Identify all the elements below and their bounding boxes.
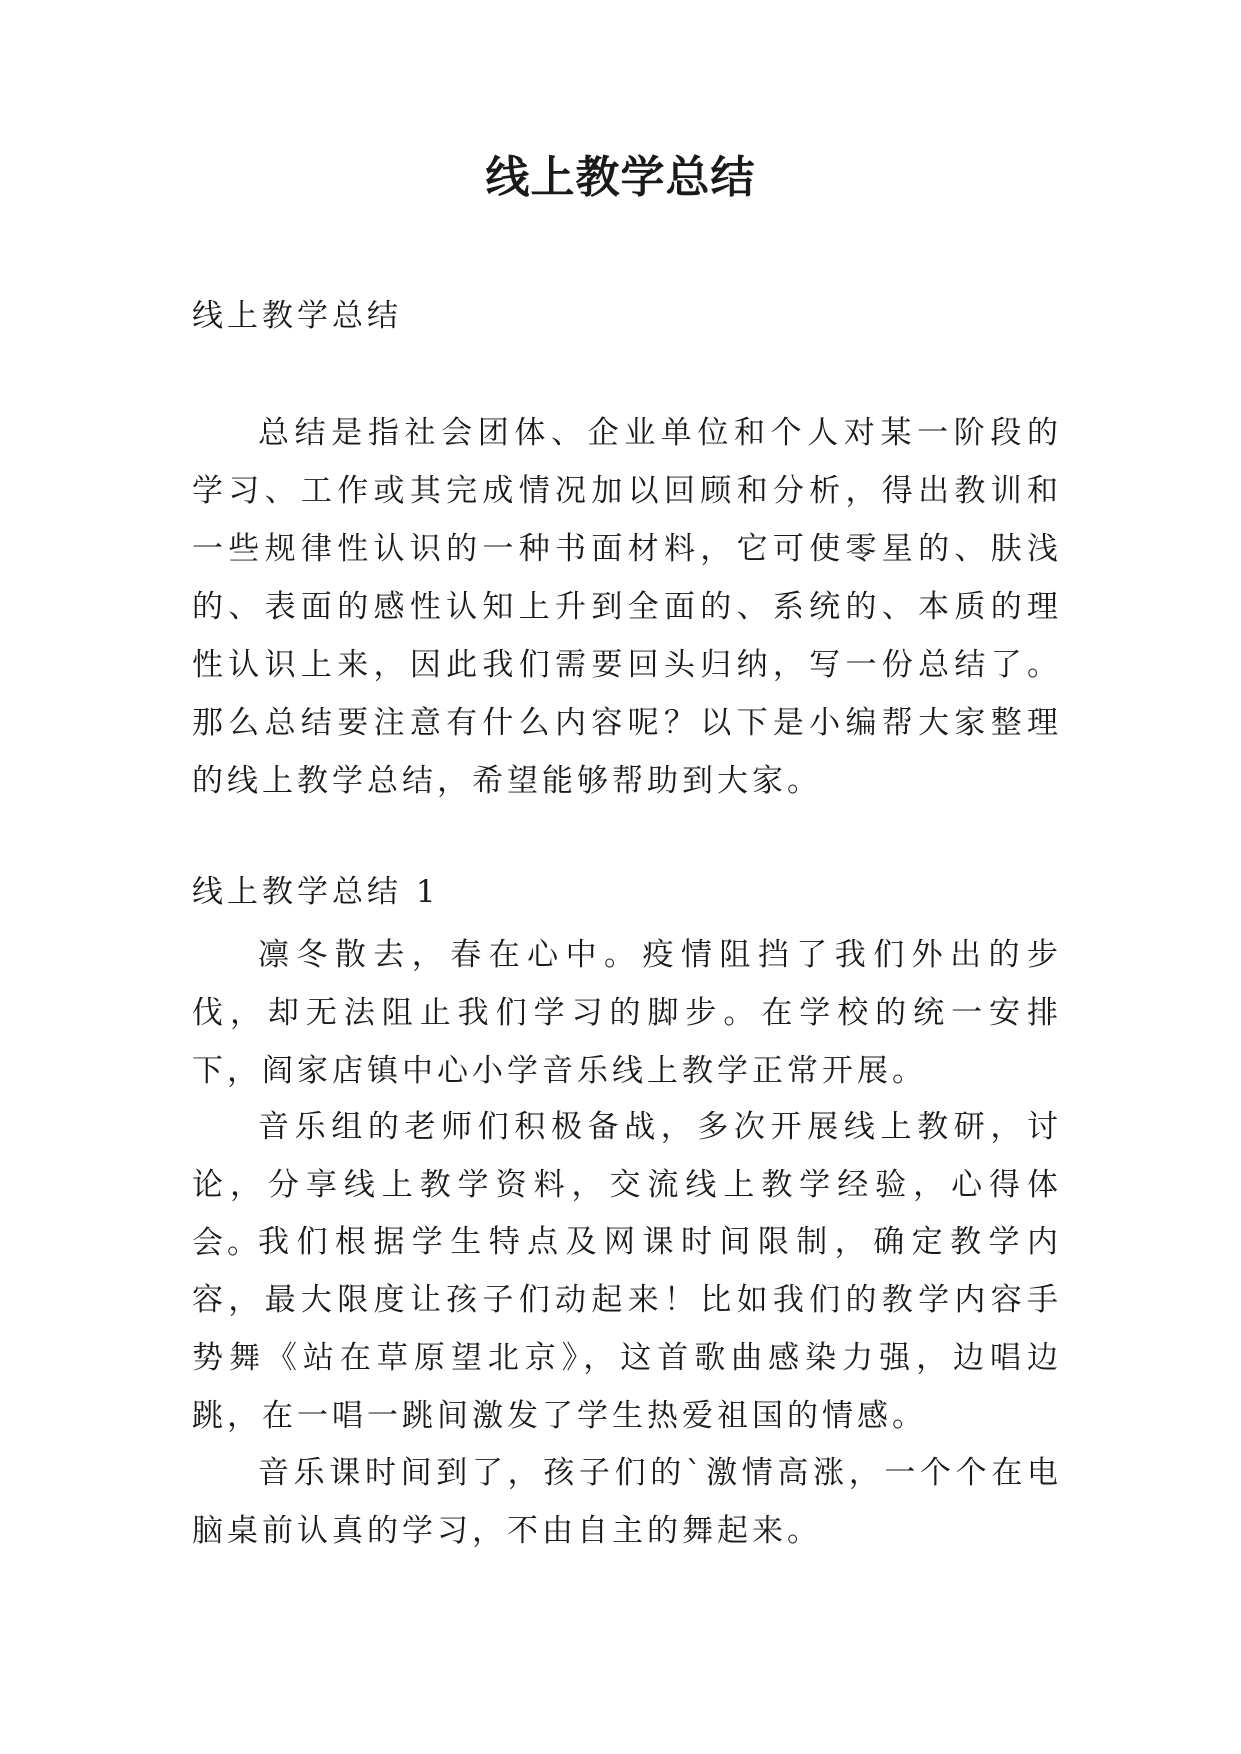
body-paragraph: 音乐课时间到了，孩子们的`激情高涨，一个个在电脑桌前认真的学习，不由自主的舞起来。 bbox=[192, 1455, 1062, 1549]
section-heading: 线上教学总结 1 bbox=[192, 874, 440, 910]
subheading: 线上教学总结 bbox=[192, 298, 402, 334]
body-paragraph: 我们根据学生特点及网课时间限制，确定教学内容，最大限度让孩子们动起来！比如我们的教学内容手势舞《站在草原望北京》，这首歌曲感染力强，边唱边跳，在一唱一跳间激发了学生热爱祖国的情感。 bbox=[192, 1224, 1062, 1434]
body-paragraph: 凛冬散去，春在心中。疫情阻挡了我们外出的步伐，却无法阻止我们学习的脚步。在学校的统一安排下，阎家店镇中心小学音乐线上教学正常开展。 bbox=[192, 937, 1062, 1089]
document-title: 线上教学总结 bbox=[485, 152, 756, 203]
body-paragraph: 音乐组的老师们积极备战，多次开展线上教研，讨论，分享线上教学资料，交流线上教学经验，心得体会。 bbox=[192, 1109, 1062, 1261]
intro-paragraph: 总结是指社会团体、企业单位和个人对某一阶段的学习、工作或其完成情况加以回顾和分析，得出教训和一些规律性认识的一种书面材料，它可使零星的、肤浅的、表面的感性认知上升到全面的、系统的、本质的理性认识上来，因此我们需要回头归纳，写一份总结了。那么总结要注意有什么内容呢？以下是小编帮大家整理的线上教学总结，希望能够帮助到大家。 bbox=[192, 415, 1062, 799]
